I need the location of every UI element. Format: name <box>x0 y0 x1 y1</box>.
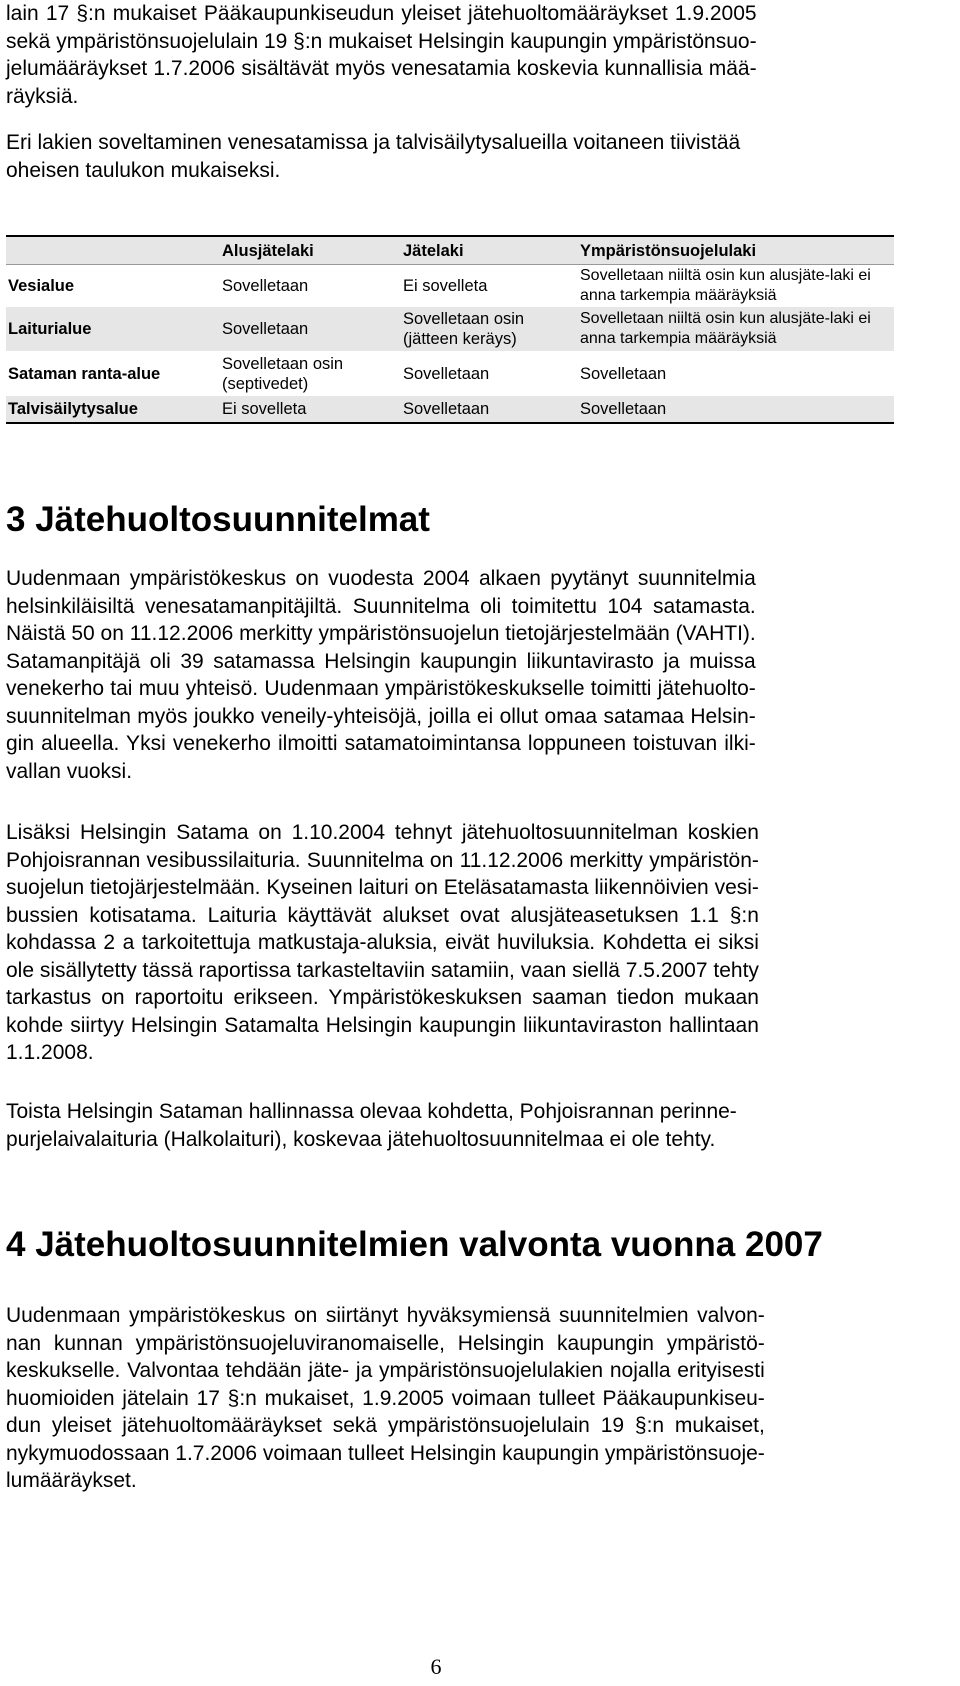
text-line: nykymuodossaan 1.7.2006 voimaan tulleet Helsingin kaupungin ympäristönsuoje- <box>6 1441 765 1465</box>
text-line: suunnitelman myös joukko veneily-yhteisöjä, joilla ei ollut omaa satamaa Helsin- <box>6 704 756 728</box>
table-cell: Ei sovelleta <box>403 277 488 295</box>
text-line: suojelun tietojärjestelmään. Kyseinen laituri on Eteläsatamasta liikennöivien vesi- <box>6 876 759 899</box>
law-application-table <box>6 235 894 424</box>
table-cell: Sovelletaan <box>222 277 309 295</box>
table-cell: Sovelletaan niiltä osin kun alusjäte-laki ei anna tarkempia määräyksiä <box>578 307 894 351</box>
text-line: huomioiden jätelain 17 §:n mukaiset, 1.9.2005 voimaan tulleet Pääkaupunkiseu- <box>6 1386 765 1410</box>
table-cell: Sovelletaan osin (jätteen keräys) <box>401 307 578 351</box>
table-cell: Ei sovelleta <box>220 396 401 423</box>
table-cell: Sovelletaan <box>578 396 894 423</box>
text-line: vallan vuoksi. <box>6 759 133 783</box>
text-line: oheisen taulukon mukaiseksi. <box>6 158 281 182</box>
text-line: Satamanpitäjä oli 39 satamassa Helsingin kaupungin liikuntavirasto ja muissa <box>6 649 756 673</box>
text-line: nan kunnan ympäristönsuojeluviranomaiselle, Helsingin kaupungin ympäristö- <box>6 1331 765 1355</box>
table-cell: Sovelletaan <box>401 396 578 423</box>
table-row <box>6 396 894 423</box>
table-row <box>6 265 894 308</box>
text-line: lumääräykset. <box>6 1469 137 1492</box>
text-line: Näistä 50 on 11.12.2006 merkitty ympäristönsuojelun tietojärjestelmään (VAHTI). <box>6 622 756 645</box>
table-row <box>6 351 894 396</box>
row-label: Sataman ranta-alue <box>8 364 161 383</box>
table-cell: Sovelletaan <box>580 364 667 383</box>
paragraph-table-intro <box>6 129 740 184</box>
text-line: keskukselle. Valvontaa tehdään jäte- ja ympäristönsuojelulakien nojalla erityisesti <box>6 1359 765 1382</box>
paragraph-harbour-plan <box>6 819 759 1067</box>
paragraph-halkolaituri <box>6 1098 737 1153</box>
table-cell: Sovelletaan <box>220 307 401 351</box>
text-line: Lisäksi Helsingin Satama on 1.10.2004 tehnyt jätehuoltosuunnitelman koskien <box>6 821 759 844</box>
row-label: Talvisäilytysalue <box>6 396 220 423</box>
table-header-cell: Ympäristönsuojelulaki <box>578 236 894 265</box>
text-line: gin alueella. Yksi venekerho ilmoitti satamatoimintansa loppuneen toistuvan ilki- <box>6 732 756 755</box>
text-line: bussien kotisatama. Laituria käyttävät alukset ovat alusjäteasetuksen 1.1 §:n <box>6 903 759 927</box>
text-line: purjelaivalaituria (Halkolaituri), koskevaa jätehuoltosuunnitelmaa ei ole tehty. <box>6 1127 716 1151</box>
text-line: sekä ympäristönsuojelulain 19 §:n mukaiset Helsingin kaupungin ympäristönsuo- <box>6 29 757 53</box>
text-line: Eri lakien soveltaminen venesatamissa ja talvisäilytysalueilla voitaneen tiivistää <box>6 131 741 154</box>
section-heading-4: 4 Jätehuoltosuunnitelmien valvonta vuonna 2007 <box>6 1225 823 1264</box>
text-line: Pohjoisrannan vesibussilaituria. Suunnitelma on 11.12.2006 merkitty ympäristön- <box>6 848 759 872</box>
table-header-cell: Jätelaki <box>401 236 578 265</box>
table-cell: Sovelletaan osin (septivedet) <box>222 354 344 393</box>
text-line: Uudenmaan ympäristökeskus on siirtänyt hyväksymiensä suunnitelmien valvon- <box>6 1304 765 1327</box>
text-line: ole sisällytetty tässä raportissa tarkasteltaviin satamiin, vaan siellä 7.5.2007 tehty <box>6 958 759 982</box>
text-line: kohdassa 2 a tarkoitettuja matkustaja-aluksia, eivät huviluksia. Kohdetta ei siksi <box>6 931 759 954</box>
table-header-cell <box>6 236 220 265</box>
page-number: 6 <box>430 1654 442 1679</box>
row-label: Laiturialue <box>6 307 220 351</box>
text-line: Uudenmaan ympäristökeskus on vuodesta 2004 alkaen pyytänyt suunnitelmia <box>6 567 756 590</box>
text-line: lain 17 §:n mukaiset Pääkaupunkiseudun yleiset jätehuoltomääräykset 1.9.2005 <box>6 2 757 25</box>
section-heading-3: 3 Jätehuoltosuunnitelmat <box>6 500 430 539</box>
text-line: jelumääräykset 1.7.2006 sisältävät myös venesatamia koskevia kunnallisia mää- <box>6 57 757 80</box>
paragraph-regulations <box>6 0 757 110</box>
table-header-cell: Alusjätelaki <box>220 236 401 265</box>
text-line: tarkastus on raportoitu erikseen. Ympäristökeskuksen saaman tiedon mukaan <box>6 986 759 1009</box>
table-row <box>6 307 894 351</box>
text-line: helsinkiläisiltä venesatamanpitäjiltä. Suunnitelma oli toimitettu 104 satamasta. <box>6 594 756 618</box>
row-label: Vesialue <box>8 277 75 295</box>
table-cell: Sovelletaan niiltä osin kun alusjäte-laki ei anna tarkempia määräyksiä <box>580 267 871 304</box>
text-line: dun yleiset jätehuoltomääräykset sekä ympäristönsuojelulain 19 §:n mukaiset, <box>6 1414 765 1437</box>
text-line: 1.1.2008. <box>6 1041 94 1064</box>
paragraph-plans <box>6 565 756 785</box>
paragraph-supervision <box>6 1302 765 1495</box>
table-cell: Sovelletaan <box>403 364 490 383</box>
table-header-row <box>6 236 894 265</box>
text-line: venekerho tai muu yhteisö. Uudenmaan ympäristökeskukselle toimitti jätehuolto- <box>6 677 756 700</box>
text-line: räyksiä. <box>6 84 79 108</box>
text-line: kohde siirtyy Helsingin Satamalta Helsingin kaupungin liikuntaviraston hallintaan <box>6 1013 759 1037</box>
text-line: Toista Helsingin Sataman hallinnassa olevaa kohdetta, Pohjoisrannan perinne- <box>6 1100 737 1123</box>
